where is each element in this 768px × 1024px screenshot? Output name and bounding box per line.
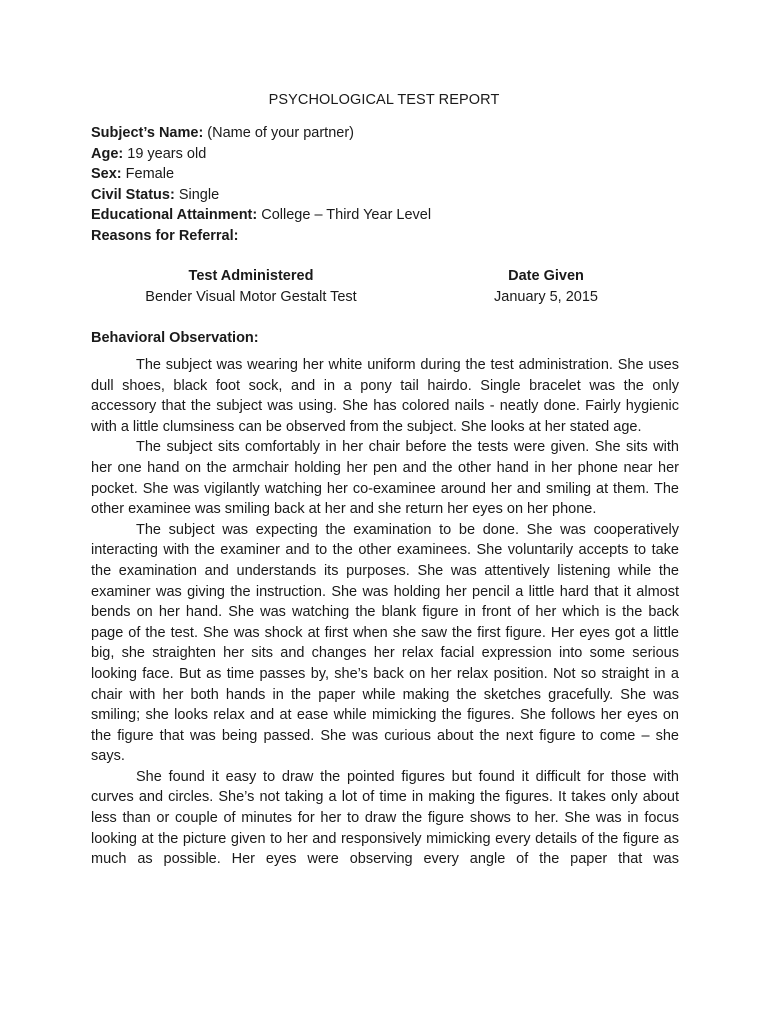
field-value: 19 years old bbox=[123, 145, 207, 162]
field-value: Single bbox=[174, 186, 220, 203]
table-row bbox=[91, 287, 681, 308]
header-test-administered: Test Administered bbox=[188, 268, 314, 284]
field-subject-name bbox=[91, 123, 691, 144]
paragraph: The subject sits comfortably in her chair before the tests were given. She sits with her one hand on the armchair holding her pen and the other hand in her phone near her pocket. She was vigilantly watching her co-examinee around her and smiling at them. The other examinee was smiling back at her and she return her eyes on her phone. bbox=[91, 439, 679, 518]
paragraph: The subject was expecting the examination to be done. She was cooperatively interacting with the examiner and to the other examinees. She voluntarily accepts to take the examination and understands its purposes. She was attentively listening while the examiner was giving the instruction. She was holding her pencil a little hard that it almost bends on her hand. She was watching the blank figure in front of her which is the back page of the test. She was shock at first when she saw the first figure. Her eyes got a little big, she straighten her sits and changes her relax facial expression into some serious looking face. But as time passes by, she’s back on her relax position. Not so straight in a chair with her both hands in the paper while making the sketches gracefully. She was smiling; she looks relax and at ease while mimicking the figures. She follows her eyes on the figure that was being passed. She was curious about the next figure to come – she says. bbox=[91, 521, 679, 765]
field-label: Educational Attainment: bbox=[91, 207, 258, 224]
paragraph: The subject was wearing her white uniform during the test administration. She uses dull shoes, black foot sock, and in a pony tail hairdo. Single bracelet was the only accessory that the subject was using. She has colored nails - neatly done. Fairly hygienic with a little clumsiness can be observed from the subject. She looks at her stated age. bbox=[91, 357, 679, 435]
field-value: Female bbox=[121, 166, 175, 183]
report-title: PSYCHOLOGICAL TEST REPORT bbox=[268, 92, 500, 108]
field-label: Sex: bbox=[91, 166, 122, 183]
test-date-cell: January 5, 2015 bbox=[494, 288, 598, 305]
test-table-header bbox=[91, 266, 681, 287]
behavioral-observation-body bbox=[91, 355, 679, 870]
test-name-cell: Bender Visual Motor Gestalt Test bbox=[145, 288, 357, 305]
field-value: (Name of your partner) bbox=[203, 125, 354, 141]
field-sex bbox=[91, 164, 691, 185]
field-label: Civil Status: bbox=[91, 186, 175, 203]
field-label: Age: bbox=[91, 145, 124, 162]
subject-info bbox=[91, 123, 691, 247]
paragraph: She found it easy to draw the pointed figures but found it difficult for those with curves and circles. She’s not taking a lot of time in making the figures. It takes only about less than or couple of minutes for her to draw the figure shows to her. She was in focus looking at the picture given to her and responsively mimicking every details of the figure as much as possible. Her eyes were observing every angle of the paper that was bbox=[91, 768, 679, 868]
field-label: Subject’s Name: bbox=[91, 125, 204, 141]
test-table bbox=[91, 266, 681, 307]
field-value: College – Third Year Level bbox=[257, 207, 432, 224]
field-educational-attainment bbox=[91, 205, 691, 226]
field-label: Reasons for Referral: bbox=[91, 227, 239, 244]
field-civil-status bbox=[91, 185, 691, 206]
field-age bbox=[91, 144, 691, 165]
field-reasons-for-referral bbox=[91, 226, 691, 247]
header-date-given: Date Given bbox=[508, 268, 584, 284]
behavioral-observation-heading: Behavioral Observation: bbox=[91, 330, 259, 346]
